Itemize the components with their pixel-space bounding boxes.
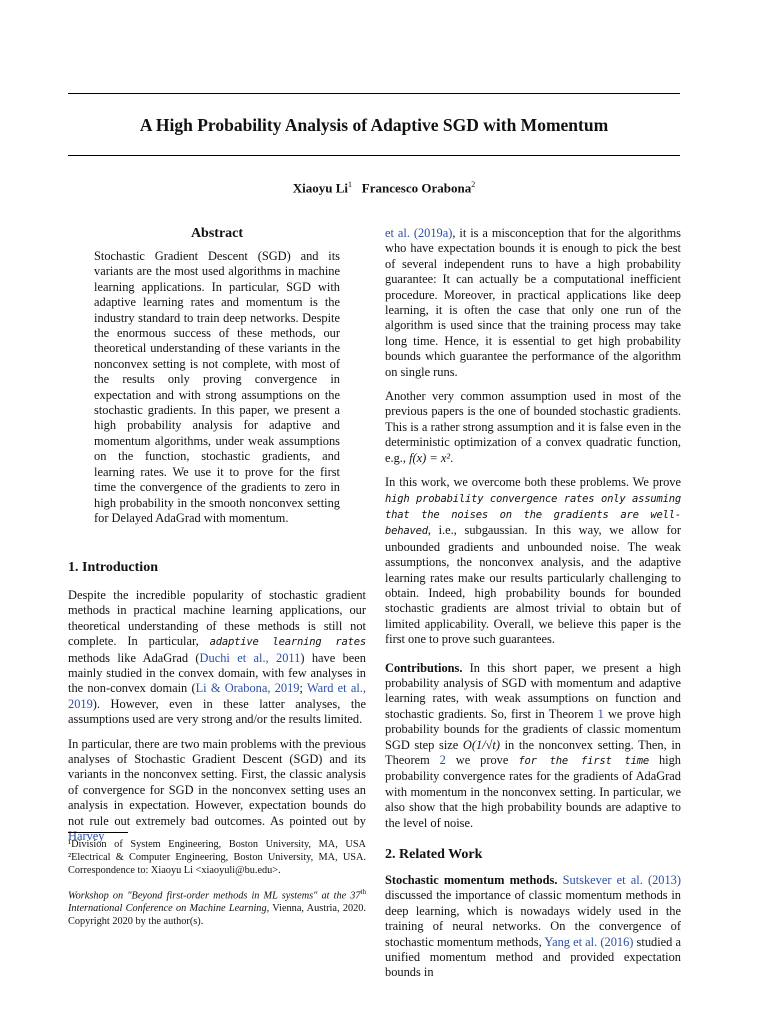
author-name: Francesco Orabona: [361, 180, 472, 196]
text-run: , i.e., subgaussian. In this way, we allow for unbounded gradients and unbounded noise. The weak assumptions, the nonconvex analysis, and the adaptive learning rates make our results particularly challenging to obtain. Indeed, high probability bounds for bounded stochastic gradients are almost trivial to obtain but of limited applicability. Overall, we believe this paper is the first one to prove such guarantees.: [385, 523, 681, 647]
paragraph-label: Contributions.: [385, 660, 463, 675]
author-affil: 2: [471, 180, 476, 189]
title-rule-bottom: [68, 155, 680, 156]
text-run: Another very common assumption used in most of the previous papers is the one of bounded stochastic gradients. This is a rather strong assumption and it is false even in the deterministic optimization of a convex quadratic function, e.g.,: [385, 389, 681, 465]
text-run: , it is a misconception that for the algorithms who have expectation bounds it is enough to pick the best of several independent runs to have a high probability guarantee: It can actually be a computational inefficient procedure. Moreover, in practical applications like deep learning, it is often the case that only one run of the algorithm is used since that the training process may take long time. Hence, it is essential to get high probability bounds which guarantee the performance of the algorithm on single runs.: [385, 226, 681, 379]
text-run: Despite the incredible popularity of stochastic gradient methods in practical machine learning applications, our theoretical understanding of these methods is still not complete. In particular,: [68, 588, 366, 649]
citation-link[interactable]: Harvey: [68, 829, 105, 844]
citation-link[interactable]: Ward et al., 2019: [68, 681, 366, 711]
text-run: ). However, even in these latter analyses, the assumptions used are very strong and/or the results limited.: [68, 696, 366, 727]
paragraph: [385, 389, 681, 466]
text-run: we prove high probability bounds for the gradients of classic momentum SGD step size: [385, 706, 681, 752]
citation-link[interactable]: et al. (2019a): [385, 226, 453, 240]
theorem-ref[interactable]: 1: [597, 706, 604, 721]
paragraph: [385, 873, 681, 981]
paragraph: [385, 661, 681, 831]
emphasis: adaptive learning rates: [209, 636, 367, 649]
text-run: methods like AdaGrad (: [68, 650, 200, 665]
paper-title: A High Probability Analysis of Adaptive SGD with Momentum: [139, 115, 609, 135]
text-run: , Vienna, Austria, 2020. Copyright 2020 by the author(s).: [68, 903, 366, 928]
intro-section: [68, 560, 366, 845]
text-run: .: [450, 450, 454, 465]
footnote-rule: [68, 832, 128, 833]
theorem-ref[interactable]: 2: [439, 753, 446, 767]
superscript: th: [360, 888, 366, 896]
text-run: ;: [299, 681, 307, 696]
math-inline: O(1/√t): [462, 737, 500, 752]
emphasis: for the first time: [518, 755, 650, 767]
citation-link[interactable]: Yang et al. (2016): [544, 934, 634, 949]
paragraph: [385, 475, 681, 647]
abstract-heading: Abstract: [190, 226, 244, 241]
paragraph-label: Stochastic momentum methods.: [385, 873, 558, 888]
citation-link[interactable]: Duchi et al., 2011: [199, 650, 301, 665]
emphasis: high probability convergence rates only assuming that the noises on the gradients are well-behaved: [385, 492, 681, 538]
author-affil: 1: [348, 180, 353, 189]
abstract-body: [94, 249, 340, 526]
text-run: we prove: [445, 753, 519, 767]
title-rule-top: [68, 93, 680, 94]
author-list: [0, 180, 768, 196]
workshop-footnote: [68, 886, 366, 928]
abstract-text: Stochastic Gradient Descent (SGD) and its variants are the most used algorithms in machine learning applications. In particular, SGD with adaptive learning rates and momentum is the industry standard to train deep networks. Despite the enormous success of these methods, our theoretical understanding of these variants in the nonconvex setting is not complete, with most of the results only proving convergence in expectation and with strong assumptions on the stochastic gradients. In this paper, we present a high probability analysis for adaptive and momentum algorithms, under weak assumptions on the function, stochastic gradients, and learning rates. We use it to prove for the first time the convergence of the gradients to zero in high probability in the smooth nonconvex setting for Delayed AdaGrad with momentum.: [94, 249, 340, 525]
text-run: in the nonconvex setting. Then, in Theorem: [385, 737, 681, 767]
math-inline: f(x) = x²: [409, 450, 451, 465]
text-run: Workshop on "Beyond first-order methods in ML systems" at the 37: [68, 890, 361, 902]
citation-link[interactable]: Li & Orabona, 2019: [195, 681, 300, 696]
section-heading: 2. Related Work: [385, 847, 483, 863]
right-column: [385, 226, 681, 981]
text-run: In this work, we overcome both these problems. We prove: [385, 475, 681, 490]
text-run: In particular, there are two main problems with the previous analyses of Stochastic Gradient Descent (SGD) and its variants in the nonconvex setting. First, the classic analysis of convergence for SGD in the nonconvex setting uses an analysis in expectation. However, expectation bounds do not rule out extremely bad outcomes. As pointed out by: [68, 736, 366, 828]
paragraph: [385, 226, 681, 380]
section-heading: 1. Introduction: [68, 560, 158, 575]
author-name: Xiaoyu Li: [292, 180, 349, 196]
affiliation-footnote: ¹Division of System Engineering, Boston University, MA, USA ²Electrical & Computer Engineering, Boston University, MA, USA. Correspondence to: Xiaoyu Li <xiaoyuli@bu.edu>.: [68, 839, 366, 876]
paragraph: [68, 737, 366, 845]
text-run: studied a unified momentum method and provided expectation bounds in: [385, 934, 681, 980]
citation-link[interactable]: Sutskever et al. (2013): [562, 873, 681, 888]
text-run: International Conference on Machine Learning: [68, 903, 267, 915]
paragraph: [68, 588, 366, 728]
text-run: high probability convergence rates for the gradients of AdaGrad with momentum in the nonconvex setting. In particular, we also show that the high probability bounds are adaptive to the level of noise.: [385, 753, 681, 830]
text-run: In this short paper, we present a high probability analysis of SGD with momentum and adaptive learning rates, with weak assumptions on function and stochastic gradients. So, first in Theorem: [385, 660, 681, 721]
text-run: ) have been mainly studied in the convex domain, with few analyses in the non-convex domain (: [68, 650, 366, 696]
text-run: discussed the importance of classic momentum methods in deep learning, which is nowadays widely used in the training of neural networks. On the convergence of stochastic momentum methods,: [385, 888, 681, 949]
